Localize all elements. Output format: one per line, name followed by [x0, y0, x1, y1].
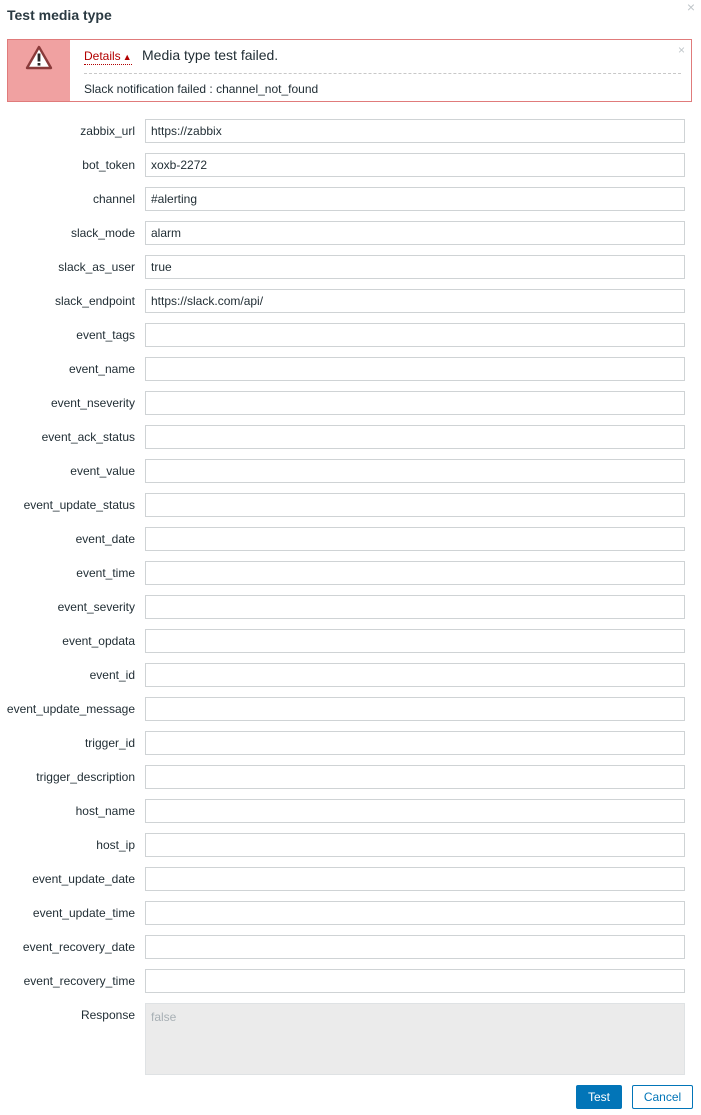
field-label: event_value: [70, 464, 135, 478]
form-row: [0, 527, 701, 551]
field-label: bot_token: [82, 158, 135, 172]
form-row: [0, 799, 701, 823]
field-label: event_tags: [76, 328, 135, 342]
field-input[interactable]: [145, 731, 685, 755]
field-label: trigger_id: [84, 736, 135, 750]
field-input[interactable]: [145, 221, 685, 245]
field-label: trigger_description: [36, 770, 135, 784]
field-input[interactable]: [145, 153, 685, 177]
field-input[interactable]: [145, 119, 685, 143]
form-row: [0, 221, 701, 245]
field-input[interactable]: [145, 493, 685, 517]
field-input[interactable]: [145, 663, 685, 687]
field-label: event_update_status: [23, 498, 135, 512]
field-input[interactable]: [145, 425, 685, 449]
form-row: [0, 901, 701, 925]
form-row: [0, 255, 701, 279]
form-row: [0, 697, 701, 721]
field-label: event_name: [68, 362, 135, 376]
form-row: [0, 357, 701, 381]
alert-divider: [84, 73, 681, 74]
dialog-title: Test media type: [7, 7, 112, 23]
form-row: [0, 493, 701, 517]
field-input[interactable]: [145, 561, 685, 585]
field-input[interactable]: [145, 833, 685, 857]
field-label: event_update_date: [32, 872, 135, 886]
field-input[interactable]: [145, 697, 685, 721]
form-row: [0, 323, 701, 347]
field-input[interactable]: [145, 867, 685, 891]
field-input[interactable]: [145, 595, 685, 619]
field-label: event_nseverity: [50, 396, 135, 410]
field-label: host_name: [75, 804, 135, 818]
alert-close-icon[interactable]: ×: [677, 43, 685, 57]
form-row: [0, 561, 701, 585]
form-row: [0, 833, 701, 857]
form-row: [0, 187, 701, 211]
field-input[interactable]: [145, 459, 685, 483]
field-label: event_ack_status: [41, 430, 135, 444]
field-label: event_update_message: [6, 702, 135, 716]
field-label: event_id: [89, 668, 135, 682]
test-button[interactable]: Test: [576, 1085, 622, 1109]
field-input[interactable]: [145, 391, 685, 415]
field-label: event_date: [75, 532, 135, 546]
error-alert: [7, 39, 692, 102]
field-input[interactable]: [145, 901, 685, 925]
form-row: [0, 119, 701, 143]
field-label: zabbix_url: [80, 124, 135, 138]
form-row: [0, 935, 701, 959]
form-row: [0, 629, 701, 653]
details-toggle-link[interactable]: [84, 49, 132, 65]
form-row: [0, 765, 701, 789]
field-label: event_severity: [57, 600, 135, 614]
form-row: [0, 969, 701, 993]
field-input[interactable]: [145, 629, 685, 653]
cancel-button[interactable]: Cancel: [632, 1085, 693, 1109]
field-input[interactable]: [145, 289, 685, 313]
field-label: event_recovery_time: [23, 974, 135, 988]
details-label: Details: [84, 49, 121, 63]
form-row: [0, 731, 701, 755]
form-row: [0, 289, 701, 313]
response-field[interactable]: [145, 1003, 685, 1075]
alert-icon-area: [8, 40, 70, 101]
field-label: event_update_time: [32, 906, 135, 920]
field-label: slack_mode: [70, 226, 135, 240]
field-label: channel: [92, 192, 135, 206]
field-input[interactable]: [145, 255, 685, 279]
form-row: [0, 153, 701, 177]
field-input[interactable]: [145, 357, 685, 381]
field-input[interactable]: [145, 765, 685, 789]
form-row: [0, 459, 701, 483]
form-row: [0, 425, 701, 449]
form-row: [0, 663, 701, 687]
form-row: [0, 391, 701, 415]
form-row: [0, 595, 701, 619]
alert-detail-text: Slack notification failed : channel_not_found: [84, 82, 319, 96]
field-input[interactable]: [145, 323, 685, 347]
field-label: event_opdata: [62, 634, 135, 648]
field-label: slack_as_user: [58, 260, 135, 274]
dialog-close-icon[interactable]: ×: [686, 0, 695, 15]
field-input[interactable]: [145, 527, 685, 551]
response-label: Response: [80, 1008, 135, 1022]
field-label: slack_endpoint: [54, 294, 135, 308]
field-label: event_time: [76, 566, 135, 580]
field-input[interactable]: [145, 799, 685, 823]
field-input[interactable]: [145, 935, 685, 959]
alert-message: Media type test failed.: [142, 47, 279, 63]
warning-icon: [25, 45, 53, 71]
arrow-up-icon: ▲: [122, 52, 132, 62]
field-label: event_recovery_date: [22, 940, 135, 954]
field-input[interactable]: [145, 187, 685, 211]
field-input[interactable]: [145, 969, 685, 993]
form-row: [0, 867, 701, 891]
field-label: host_ip: [96, 838, 135, 852]
